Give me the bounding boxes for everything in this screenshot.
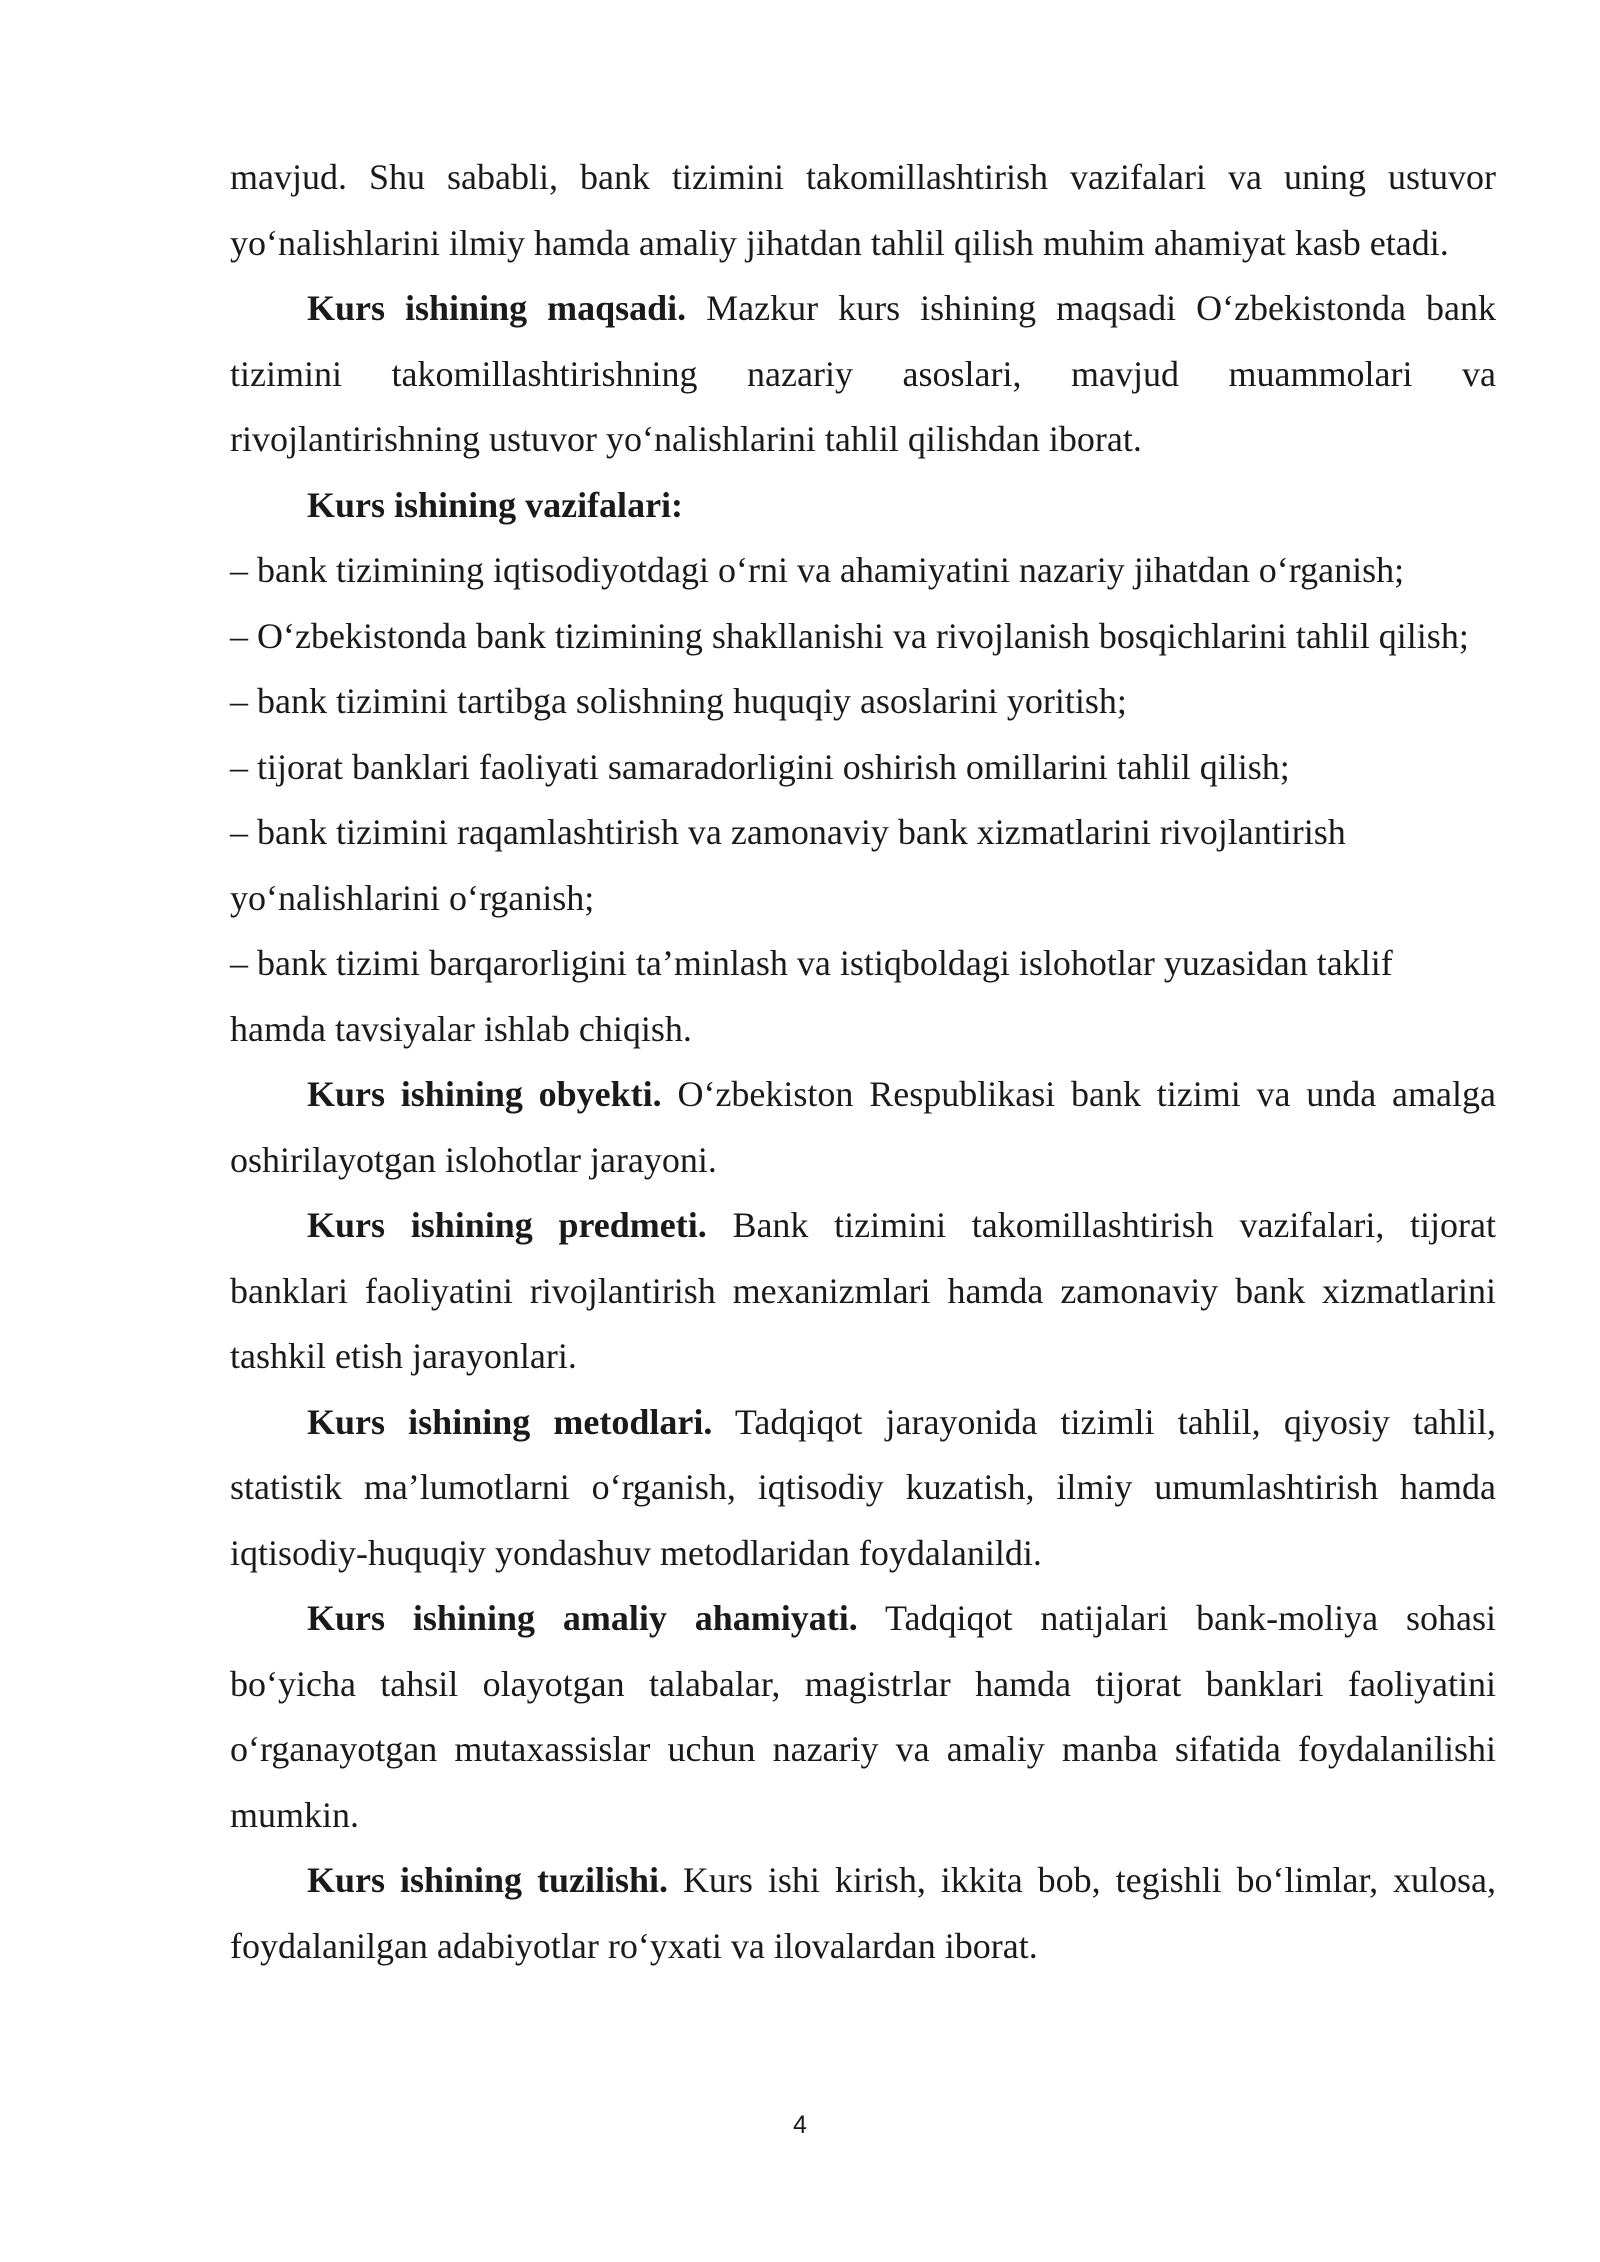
tasks-heading-paragraph [230,473,1496,539]
practical-value-heading: Kurs ishining amaliy ahamiyati. [307,1598,858,1638]
subject-heading: Kurs ishining predmeti. [307,1205,707,1245]
object-paragraph [230,1062,1496,1193]
task-item-4: – tijorat banklari faoliyati samaradorligini oshirish omillarini tahlil qilish; [230,746,1290,787]
structure-text: Kurs ishi kirish, ikkita bob, tegishli bo‘limlar, xulosa, foydalanilgan adabiyotlar ro‘yxati va ilovalardan iborat. [230,1860,1496,1966]
structure-heading: Kurs ishining tuzilishi. [307,1860,668,1900]
goal-heading: Kurs ishining maqsadi. [307,288,687,328]
goal-paragraph [230,276,1496,473]
task-item-1: – bank tizimining iqtisodiyotdagi o‘rni va ahamiyatini nazariy jihatdan o‘rganish; [230,550,1405,590]
practical-value-text: Tadqiqot natijalari bank-moliya sohasi bo‘yicha tahsil olayotgan talabalar, magistrlar hamda tijorat banklari faoliyatini o‘rganayotgan mutaxassislar uchun nazariy va amaliy manba sifatida foydalanilishi mumkin. [230,1598,1496,1835]
methods-heading: Kurs ishining metodlari. [307,1401,713,1442]
task-item-5: – bank tizimini raqamlashtirish va zamonaviy bank xizmatlarini rivojlantirish yo‘nalishlarini o‘rganish; [230,812,1346,918]
document-page [230,145,1496,1979]
practical-value-paragraph [230,1586,1496,1848]
tasks-heading: Kurs ishining vazifalari: [307,484,684,525]
subject-text: Bank tizimini takomillashtirish vazifalari, tijorat banklari faoliyatini rivojlantirish mexanizmlari hamda zamonaviy bank xizmatlarini tashkil etish jarayonlari. [230,1205,1496,1376]
subject-paragraph [230,1193,1496,1390]
object-text: O‘zbekiston Respublikasi bank tizimi va unda amalga oshirilayotgan islohotlar jarayoni. [230,1074,1496,1180]
intro-continuation-paragraph: mavjud. Shu sababli, bank tizimini takomillashtirish vazifalari va uning ustuvor yo‘nalishlarini ilmiy hamda amaliy jihatdan tahlil qilish muhim ahamiyat kasb etadi. [230,157,1496,263]
task-item-2: – O‘zbekistonda bank tizimining shakllanishi va rivojlanish bosqichlarini tahlil qilish; [230,615,1469,656]
methods-paragraph [230,1390,1496,1587]
page-number: 4 [793,2111,807,2139]
goal-text: Mazkur kurs ishining maqsadi O‘zbekistonda bank tizimini takomillashtirishning nazariy asoslari, mavjud muammolari va rivojlantirishning ustuvor yo‘nalishlarini tahlil qilishdan iborat. [230,288,1496,459]
task-item-3: – bank tizimini tartibga solishning huquqiy asoslarini yoritish; [230,681,1127,721]
structure-paragraph [230,1848,1496,1979]
task-item-6: – bank tizimi barqarorligini ta’minlash va istiqboldagi islohotlar yuzasidan taklif hamda tavsiyalar ishlab chiqish. [230,943,1393,1049]
methods-text: Tadqiqot jarayonida tizimli tahlil, qiyosiy tahlil, statistik ma’lumotlarni o‘rganish, iqtisodiy kuzatish, ilmiy umumlashtirish hamda iqtisodiy-huquqiy yondashuv metodlaridan foydalanildi. [230,1401,1496,1573]
object-heading: Kurs ishining obyekti. [307,1074,662,1114]
